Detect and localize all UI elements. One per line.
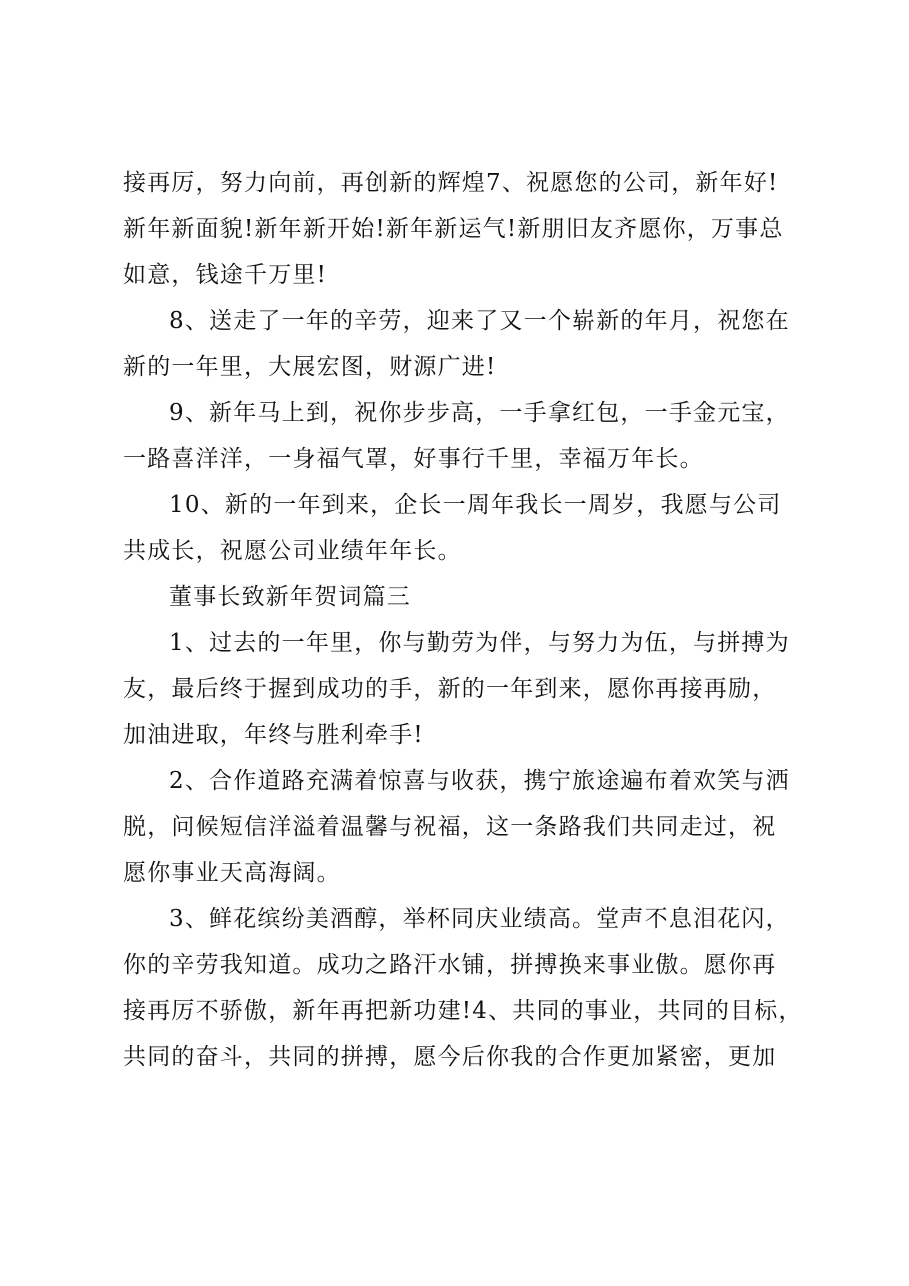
paragraph-start-line: 8、送走了一年的辛劳，迎来了又一个崭新的年月，祝您在 [169, 308, 790, 334]
paragraph-start-line: 2、合作道路充满着惊喜与收获，携宁旅途遍布着欢笑与洒 [169, 768, 790, 794]
text-line: 你的辛劳我知道。成功之路汗水铺，拼搏换来事业傲。愿你再 [123, 952, 777, 978]
text-line: 脱，问候短信洋溢着温馨与祝福，这一条路我们共同走过，祝 [123, 814, 777, 840]
text-line: 友，最后终于握到成功的手，新的一年到来，愿你再接再励， [123, 676, 777, 702]
paragraph-start-line: 10、新的一年到来，企长一周年我长一周岁，我愿与公司 [169, 492, 782, 518]
text-line: 接再厉不骄傲，新年再把新功建!4、共同的事业，共同的目标， [123, 998, 803, 1024]
paragraph-start-line: 1、过去的一年里，你与勤劳为伴，与努力为伍，与拼搏为 [169, 630, 790, 656]
text-line: 一路喜洋洋，一身福气罩，好事行千里，幸福万年长。 [123, 446, 704, 472]
text-line: 新的一年里，大展宏图，财源广进! [123, 354, 497, 380]
text-line: 新年新面貌!新年新开始!新年新运气!新朋旧友齐愿你，万事总 [123, 216, 784, 242]
text-line: 共成长，祝愿公司业绩年年长。 [123, 538, 462, 564]
document-body [123, 160, 803, 1080]
text-line: 接再厉，努力向前，再创新的辉煌7、祝愿您的公司，新年好! [123, 170, 779, 196]
text-line: 愿你事业天高海阔。 [123, 860, 341, 886]
paragraph-start-line: 3、鲜花缤纷美酒醇，举杯同庆业绩高。堂声不息泪花闪， [169, 906, 790, 932]
section-heading: 董事长致新年贺词篇三 [169, 584, 411, 610]
text-line: 如意，钱途千万里! [123, 262, 328, 288]
text-line: 加油进取，年终与胜利牵手! [123, 722, 424, 748]
paragraph-start-line: 9、新年马上到，祝你步步高，一手拿红包，一手金元宝， [169, 400, 790, 426]
text-line: 共同的奋斗，共同的拼搏，愿今后你我的合作更加紧密，更加 [123, 1044, 777, 1070]
